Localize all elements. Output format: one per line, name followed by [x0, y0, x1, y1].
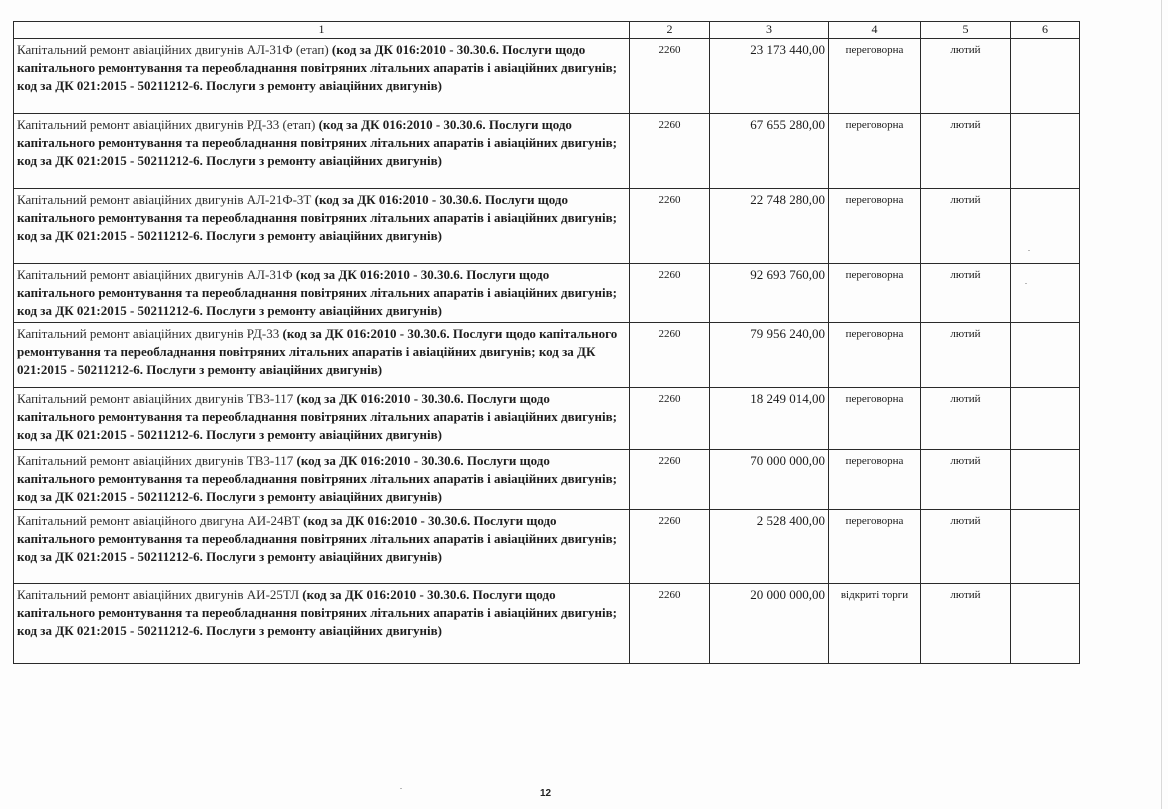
- table-row: [14, 450, 1080, 510]
- item-title: Капітальний ремонт авіаційних двигунів АЛ-31Ф (етап): [17, 42, 329, 57]
- procurement-procedure: відкриті торги: [829, 584, 921, 664]
- expected-cost: 2 528 400,00: [710, 510, 829, 584]
- item-title: Капітальний ремонт авіаційних двигунів РД-33: [17, 326, 280, 341]
- item-codes: (код за ДК 016:2010 - 30.30.6. Послуги щодо капітального ремонтування та переобладнання повітряних літальних апаратів і авіаційних двигунів; код за ДК 021:2015 - 50211212-6. Послуги з ремонту авіаційних двигунів): [17, 117, 617, 168]
- note-cell: [1011, 114, 1080, 189]
- item-title: Капітальний ремонт авіаційних двигунів РД-33 (етап): [17, 117, 316, 132]
- procurement-procedure: переговорна: [829, 39, 921, 114]
- start-month: лютий: [921, 388, 1011, 450]
- procurement-procedure: переговорна: [829, 323, 921, 388]
- kekv-code: 2260: [630, 388, 710, 450]
- expected-cost: 70 000 000,00: [710, 450, 829, 510]
- expected-cost: 23 173 440,00: [710, 39, 829, 114]
- item-title: Капітальний ремонт авіаційних двигунів ТВ3-117: [17, 453, 294, 468]
- item-description: [14, 114, 630, 189]
- item-description: [14, 450, 630, 510]
- procurement-procedure: переговорна: [829, 388, 921, 450]
- item-codes: (код за ДК 016:2010 - 30.30.6. Послуги щодо капітального ремонтування та переобладнання повітряних літальних апаратів і авіаційних двигунів; код за ДК 021:2015 - 50211212-6. Послуги з ремонту авіаційних двигунів): [17, 42, 617, 93]
- scan-speck: [1028, 250, 1030, 251]
- table-row: [14, 584, 1080, 664]
- note-cell: [1011, 510, 1080, 584]
- procurement-procedure: переговорна: [829, 450, 921, 510]
- item-description: [14, 510, 630, 584]
- table-row: [14, 388, 1080, 450]
- procurement-table: [13, 21, 1080, 664]
- note-cell: [1011, 39, 1080, 114]
- item-title: Капітальний ремонт авіаційних двигунів ТВ3-117: [17, 391, 294, 406]
- expected-cost: 67 655 280,00: [710, 114, 829, 189]
- item-description: [14, 264, 630, 323]
- procurement-procedure: переговорна: [829, 510, 921, 584]
- start-month: лютий: [921, 264, 1011, 323]
- expected-cost: 79 956 240,00: [710, 323, 829, 388]
- procurement-procedure: переговорна: [829, 189, 921, 264]
- kekv-code: 2260: [630, 189, 710, 264]
- table-header-row: [14, 22, 1080, 39]
- column-header-5: 5: [921, 22, 1011, 39]
- expected-cost: 92 693 760,00: [710, 264, 829, 323]
- start-month: лютий: [921, 450, 1011, 510]
- expected-cost: 20 000 000,00: [710, 584, 829, 664]
- table-row: [14, 39, 1080, 114]
- column-header-3: 3: [710, 22, 829, 39]
- kekv-code: 2260: [630, 450, 710, 510]
- kekv-code: 2260: [630, 39, 710, 114]
- item-codes: (код за ДК 016:2010 - 30.30.6. Послуги щодо капітального ремонтування та переобладнання повітряних літальних апаратів і авіаційних двигунів; код за ДК 021:2015 - 50211212-6. Послуги з ремонту авіаційних двигунів): [17, 587, 617, 638]
- note-cell: [1011, 189, 1080, 264]
- page-number: 12: [540, 788, 552, 799]
- item-description: [14, 323, 630, 388]
- scan-speck: [400, 788, 402, 789]
- expected-cost: 18 249 014,00: [710, 388, 829, 450]
- expected-cost: 22 748 280,00: [710, 189, 829, 264]
- table-row: [14, 510, 1080, 584]
- note-cell: [1011, 584, 1080, 664]
- item-title: Капітальний ремонт авіаційних двигунів АЛ-31Ф: [17, 267, 293, 282]
- item-codes: (код за ДК 016:2010 - 30.30.6. Послуги щодо капітального ремонтування та переобладнання повітряних літальних апаратів і авіаційних двигунів; код за ДК 021:2015 - 50211212-6. Послуги з ремонту авіаційних двигунів): [17, 453, 617, 504]
- column-header-1: 1: [14, 22, 630, 39]
- item-codes: (код за ДК 016:2010 - 30.30.6. Послуги щодо капітального ремонтування та переобладнання повітряних літальних апаратів і авіаційних двигунів; код за ДК 021:2015 - 50211212-6. Послуги з ремонту авіаційних двигунів): [17, 267, 617, 318]
- item-title: Капітальний ремонт авіаційних двигунів АИ-25ТЛ: [17, 587, 300, 602]
- kekv-code: 2260: [630, 264, 710, 323]
- kekv-code: 2260: [630, 510, 710, 584]
- kekv-code: 2260: [630, 584, 710, 664]
- table-row: [14, 189, 1080, 264]
- start-month: лютий: [921, 510, 1011, 584]
- item-description: [14, 584, 630, 664]
- start-month: лютий: [921, 189, 1011, 264]
- note-cell: [1011, 388, 1080, 450]
- column-header-2: 2: [630, 22, 710, 39]
- table-row: [14, 114, 1080, 189]
- item-description: [14, 388, 630, 450]
- item-codes: (код за ДК 016:2010 - 30.30.6. Послуги щодо капітального ремонтування та переобладнання повітряних літальних апаратів і авіаційних двигунів; код за ДК 021:2015 - 50211212-6. Послуги з ремонту авіаційних двигунів): [17, 513, 617, 564]
- item-description: [14, 39, 630, 114]
- note-cell: [1011, 264, 1080, 323]
- item-codes: (код за ДК 016:2010 - 30.30.6. Послуги щодо капітального ремонтування та переобладнання повітряних літальних апаратів і авіаційних двигунів; код за ДК 021:2015 - 50211212-6. Послуги з ремонту авіаційних двигунів): [17, 326, 618, 377]
- start-month: лютий: [921, 39, 1011, 114]
- table-row: [14, 323, 1080, 388]
- table-row: [14, 264, 1080, 323]
- scan-speck: [1025, 283, 1027, 284]
- page-edge-line: [1161, 0, 1162, 809]
- item-title: Капітальний ремонт авіаційних двигунів АЛ-21Ф-3Т: [17, 192, 312, 207]
- start-month: лютий: [921, 114, 1011, 189]
- item-codes: (код за ДК 016:2010 - 30.30.6. Послуги щодо капітального ремонтування та переобладнання повітряних літальних апаратів і авіаційних двигунів; код за ДК 021:2015 - 50211212-6. Послуги з ремонту авіаційних двигунів): [17, 391, 617, 442]
- start-month: лютий: [921, 584, 1011, 664]
- note-cell: [1011, 450, 1080, 510]
- note-cell: [1011, 323, 1080, 388]
- kekv-code: 2260: [630, 323, 710, 388]
- column-header-6: 6: [1011, 22, 1080, 39]
- item-description: [14, 189, 630, 264]
- item-title: Капітальний ремонт авіаційного двигуна АИ-24ВТ: [17, 513, 300, 528]
- start-month: лютий: [921, 323, 1011, 388]
- item-codes: (код за ДК 016:2010 - 30.30.6. Послуги щодо капітального ремонтування та переобладнання повітряних літальних апаратів і авіаційних двигунів; код за ДК 021:2015 - 50211212-6. Послуги з ремонту авіаційних двигунів): [17, 192, 617, 243]
- procurement-procedure: переговорна: [829, 264, 921, 323]
- procurement-procedure: переговорна: [829, 114, 921, 189]
- kekv-code: 2260: [630, 114, 710, 189]
- column-header-4: 4: [829, 22, 921, 39]
